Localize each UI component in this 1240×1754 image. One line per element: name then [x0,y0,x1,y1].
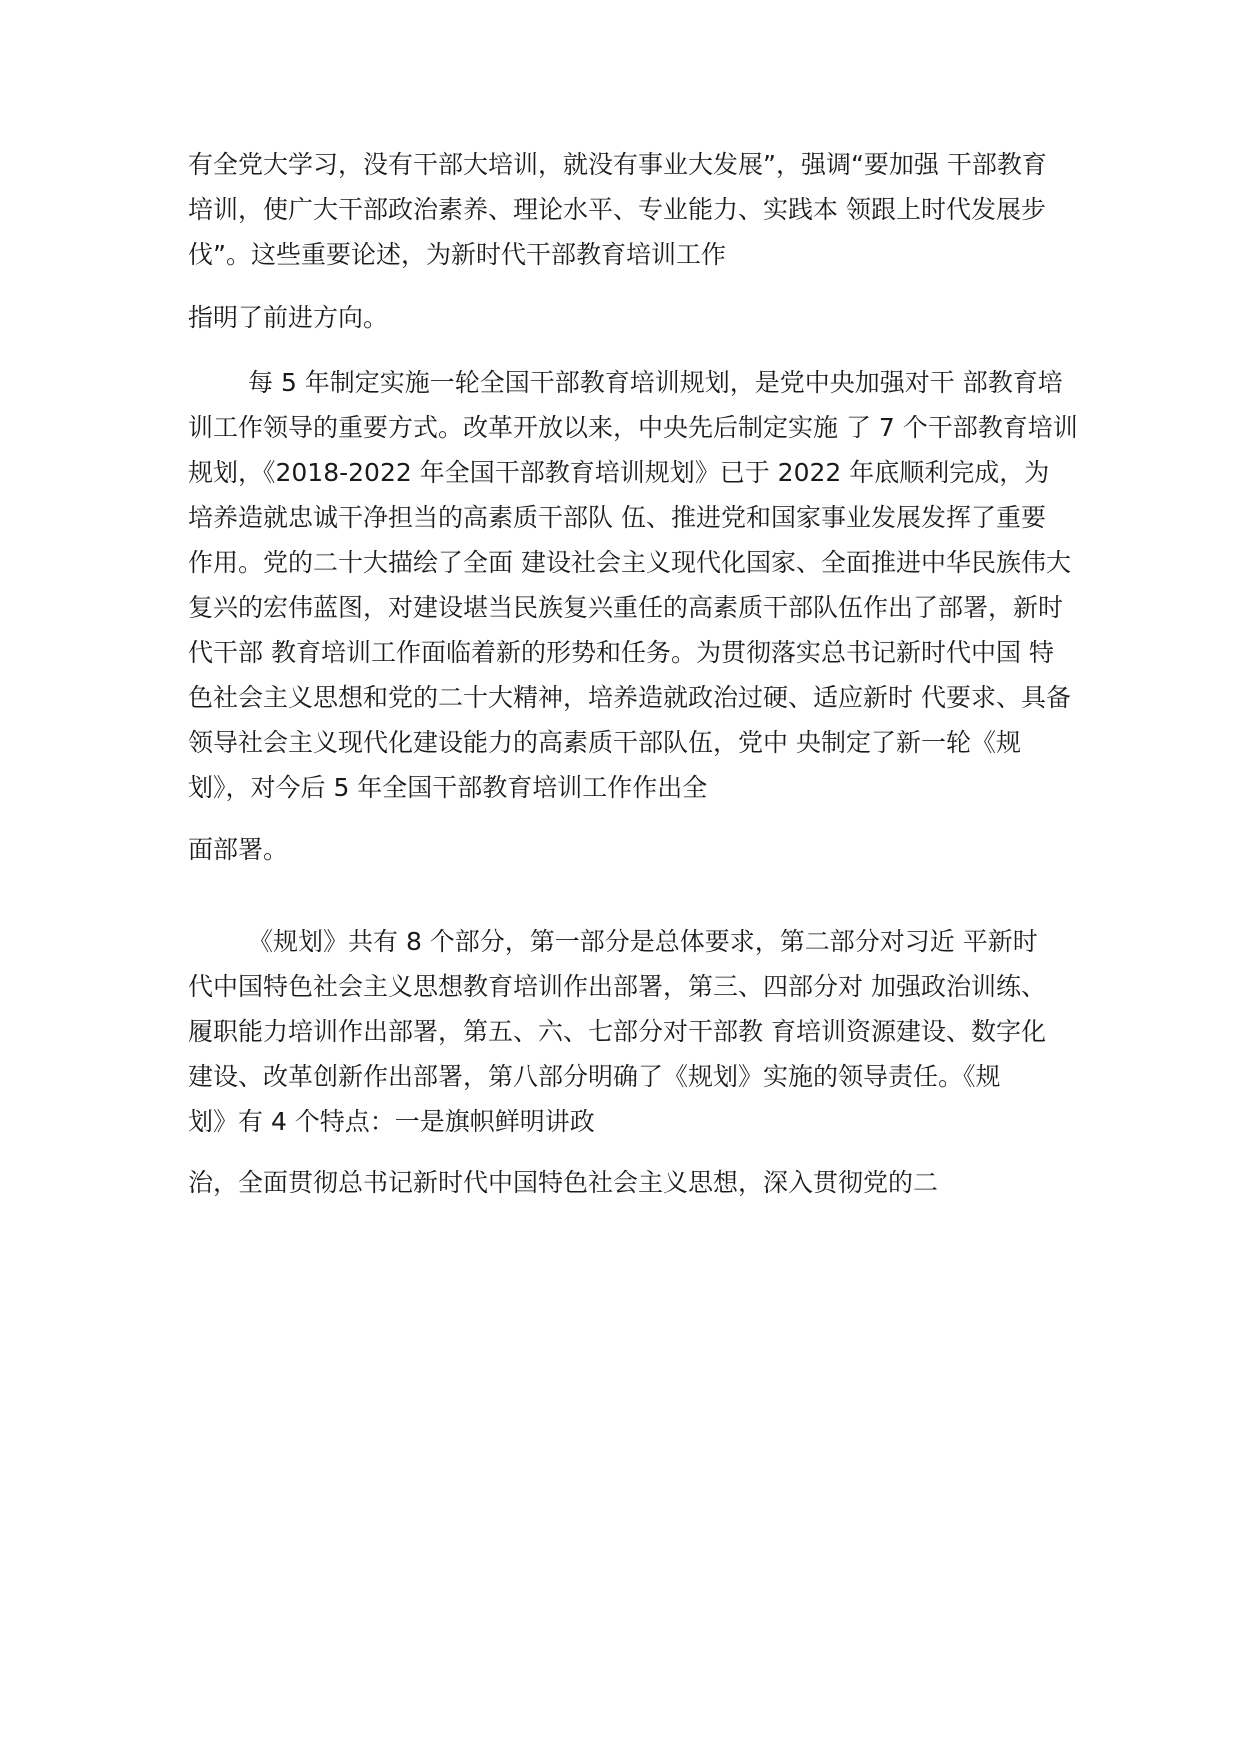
text-line: 领导社会主义现代化建设能力的高素质干部队伍，党中 央制定了新一轮《规 [188,728,1021,757]
text-line: 代中国特色社会主义思想教育培训作出部署，第三、四部分对 加强政治训练、 [188,972,1046,1001]
text-line: 规划，《2018-2022 年全国干部教育培训规划》已于 2022 年底顺利完成，为 [188,458,1050,487]
text-line: 培训，使广大干部政治素养、理论水平、专业能力、实践本 领跟上时代发展步 [188,195,1046,224]
text-line: 有全党大学习，没有干部大培训，就没有事业大发展”，强调“要加强 干部教育 [188,150,1047,179]
text-line: 伐”。这些重要论述，为新时代干部教育培训工作 [188,240,726,269]
text-line: 作用。党的二十大描绘了全面 建设社会主义现代化国家、全面推进中华民族伟大 [188,548,1071,577]
text-line: 色社会主义思想和党的二十大精神，培养造就政治过硬、适应新时 代要求、具备 [188,683,1071,712]
text-line: 划》有 4 个特点：一是旗帜鲜明讲政 [188,1107,595,1136]
text-line: 指明了前进方向。 [188,303,389,332]
text-line: 代干部 教育培训工作面临着新的形势和任务。为贯彻落实总书记新时代中国 特 [188,638,1054,667]
paragraph-first-line: 每 5 年制定实施一轮全国干部教育培训规划，是党中央加强对干 部教育培 [248,368,1063,397]
paragraph-first-line: 《规划》共有 8 个部分，第一部分是总体要求，第二部分对习近 平新时 [248,927,1038,956]
text-line: 履职能力培训作出部署，第五、六、七部分对干部教 育培训资源建设、数字化 [188,1017,1046,1046]
text-line: 培养造就忠诚干净担当的高素质干部队 伍、推进党和国家事业发展发挥了重要 [188,503,1046,532]
text-line: 建设、改革创新作出部署，第八部分明确了《规划》实施的领导责任。《规 [188,1062,1001,1091]
text-line: 划》，对今后 5 年全国干部教育培训工作作出全 [188,773,708,802]
text-line: 复兴的宏伟蓝图，对建设堪当民族复兴重任的高素质干部队伍作出了部署，新时 [188,593,1064,622]
text-line: 治，全面贯彻总书记新时代中国特色社会主义思想，深入贯彻党的二 [188,1168,939,1197]
text-line: 面部署。 [188,835,289,864]
text-line: 训工作领导的重要方式。改革开放以来，中央先后制定实施 了 7 个干部教育培训 [188,413,1078,442]
